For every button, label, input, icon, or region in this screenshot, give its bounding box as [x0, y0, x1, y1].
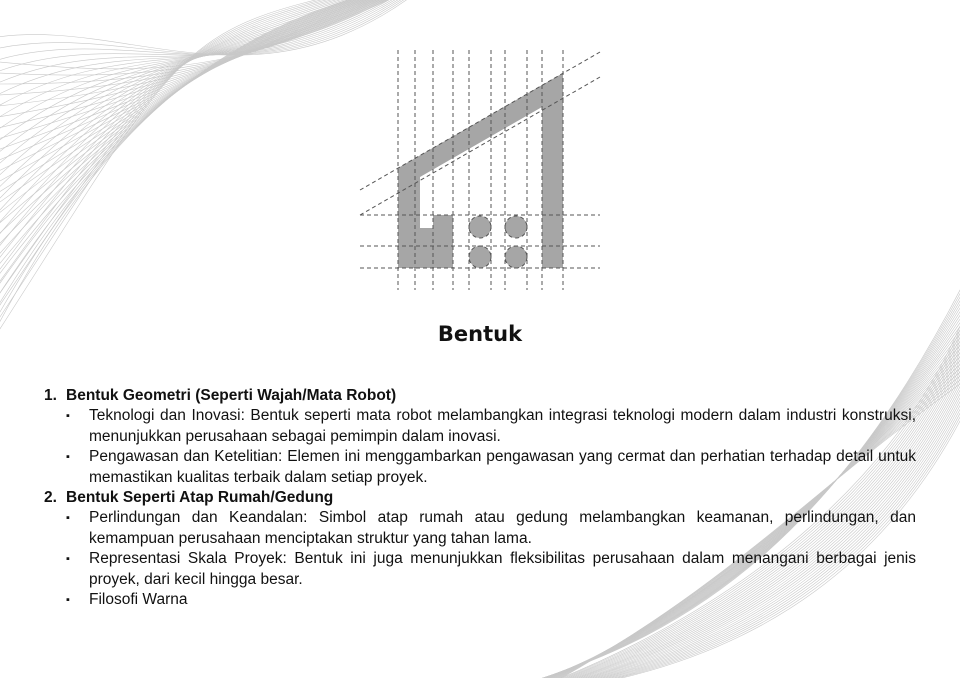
bullet-list — [44, 406, 916, 488]
list-item-text: Filosofi Warna — [89, 591, 188, 608]
list-item — [66, 447, 916, 488]
description-list — [44, 386, 916, 611]
logo-roof-shape — [398, 73, 563, 268]
bullet-square-icon: ▪ — [66, 410, 70, 422]
section-heading — [44, 386, 916, 406]
list-item — [66, 508, 916, 549]
section-2 — [44, 488, 916, 611]
list-item-text: Teknologi dan Inovasi: Bentuk seperti mata robot melambangkan integrasi teknologi modern dalam industri konstruksi, menunjukkan perusahaan sebagai pemimpin dalam inovasi. — [89, 407, 916, 445]
bullet-square-icon: ▪ — [66, 553, 70, 565]
section-1 — [44, 386, 916, 488]
list-item — [66, 549, 916, 590]
list-item-text: Pengawasan dan Ketelitian: Elemen ini menggambarkan pengawasan yang cermat dan perhatian terhadap detail untuk memastikan kualitas terbaik dalam setiap proyek. — [89, 448, 916, 486]
bullet-list — [44, 508, 916, 611]
section-title: Bentuk Seperti Atap Rumah/Gedung — [66, 489, 334, 506]
logo-inner-bar — [433, 215, 453, 268]
list-item-text: Perlindungan dan Keandalan: Simbol atap rumah atau gedung melambangkan keamanan, perlindungan, dan kemampuan perusahaan menciptakan struktur yang tahan lama. — [89, 509, 916, 547]
bullet-square-icon: ▪ — [66, 512, 70, 524]
section-number: 1. — [44, 387, 57, 404]
list-item-text: Representasi Skala Proyek: Bentuk ini juga menunjukkan fleksibilitas perusahaan dalam menangani berbagai jenis proyek, dari kecil hingga besar. — [89, 550, 916, 588]
section-title: Bentuk Geometri (Seperti Wajah/Mata Robot) — [66, 387, 397, 404]
logo-construction-grid-icon — [355, 45, 605, 295]
bullet-square-icon: ▪ — [66, 451, 70, 463]
section-number: 2. — [44, 489, 57, 506]
bullet-square-icon: ▪ — [66, 594, 70, 606]
list-item — [66, 590, 916, 611]
list-item — [66, 406, 916, 447]
section-heading — [44, 488, 916, 508]
page-title: Bentuk — [437, 322, 523, 346]
